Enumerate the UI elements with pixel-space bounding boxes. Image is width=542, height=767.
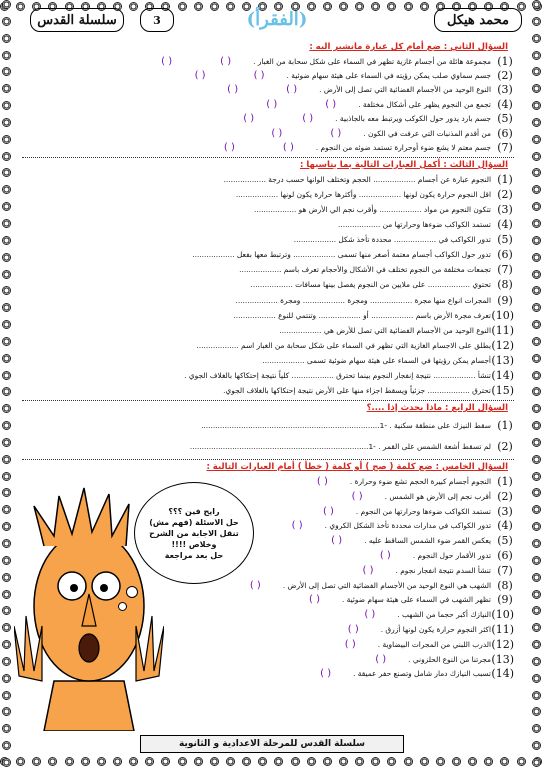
section-divider <box>22 459 514 460</box>
bubble-line: وخلاص !!!! <box>171 539 217 549</box>
question-text: يعكس القمر ضوء الشمس الساقط عليه . <box>364 536 491 546</box>
section-3 <box>22 160 514 398</box>
question-number: (5) <box>497 233 513 247</box>
logo: (الفقرأ) <box>246 9 308 30</box>
question-text: تظهر الشهب في السماء على هيئة سهام ضوئية . <box>341 595 491 605</box>
answer-blank[interactable]: ( ) <box>227 84 239 96</box>
bubble-line: تنقل الاجابة من الشرح <box>149 528 239 538</box>
answer-blank[interactable]: ( ) <box>286 84 298 96</box>
question-number: (2) <box>497 489 513 503</box>
page-number: 3 <box>140 8 174 32</box>
answer-blank[interactable]: ( ) <box>375 653 387 665</box>
question-number: (7) <box>497 141 513 155</box>
question-row <box>22 217 514 232</box>
question-row <box>22 97 514 111</box>
answer-blank[interactable]: ( ) <box>243 113 255 125</box>
footer-banner: سلسلة القدس للمرحلة الاعدادية و الثانوية <box>140 735 404 753</box>
question-number: (12) <box>491 338 514 352</box>
question-row <box>22 172 514 187</box>
answer-blank[interactable]: ( ) <box>249 579 261 591</box>
question-text: النوع الوحيد من الأجسام الفضائية التي تصل إلى الأرض . <box>319 85 491 95</box>
film-border-right <box>530 0 542 767</box>
question-number: (12) <box>491 637 514 651</box>
question-number: (14) <box>491 667 514 681</box>
question-text: تدور الكواكب في مدارات محددة تأخذ الشكل الكروي . <box>324 521 491 531</box>
cartoon-scene <box>14 476 264 731</box>
question-number: (9) <box>497 293 513 307</box>
question-row <box>22 308 514 323</box>
question-number: (4) <box>497 519 513 533</box>
answer-blank[interactable]: ( ) <box>347 624 359 635</box>
answer-blank[interactable]: ( ) <box>351 490 363 502</box>
answer-blank[interactable]: ( ) <box>161 55 173 67</box>
bubble-line: رايح فين ؟؟؟ <box>168 506 220 516</box>
answer-blank[interactable]: ( ) <box>344 638 356 650</box>
question-text: تدور الأقمار حول النجوم . <box>412 551 491 561</box>
answer-blank[interactable]: ( ) <box>302 113 314 125</box>
question-number: (1) <box>497 475 513 489</box>
question-number: (13) <box>491 353 514 367</box>
question-text: لم تسقط أشعة الشمس على القمر . -1............................................................................ <box>189 442 491 452</box>
question-number: (8) <box>497 578 513 592</box>
question-text: تدور الكواكب في .................. محددة تأخذ شكل .................. <box>293 235 491 245</box>
question-number: (13) <box>491 652 514 666</box>
answer-blank[interactable]: ( ) <box>282 142 294 154</box>
question-text: يطلق على الاجسام الغازية التي تظهر في السماء على شكل سحابة من الغبار اسم .................. <box>196 340 491 350</box>
question-text: تستمد الكواكب ضوءها وحرارتها من النجوم . <box>355 506 491 516</box>
question-text: سقط النيزك على منطقة سكنية . -1............................................................................ <box>201 421 491 431</box>
question-number: (14) <box>491 369 514 382</box>
question-row <box>22 353 514 368</box>
question-number: (10) <box>491 308 514 322</box>
film-border-left <box>0 0 12 767</box>
question-row <box>22 83 514 97</box>
answer-blank[interactable]: ( ) <box>316 476 328 488</box>
question-text: اقل النجوم حرارة يكون لونها .................. وأكثرها حرارة يكون لونها .................. <box>235 189 491 199</box>
question-row <box>22 187 514 202</box>
question-number: (10) <box>491 608 514 622</box>
question-text: تحتوي .................. على ملايين من النجوم يفصل بينها مسافات .................. <box>250 280 491 290</box>
question-row <box>22 383 514 398</box>
answer-blank[interactable]: ( ) <box>379 550 391 562</box>
answer-blank[interactable]: ( ) <box>271 127 283 139</box>
question-text: أجسام يمكن رؤيتها في السماء على هيئة سهام ضوئية تسمى .................. <box>262 355 491 365</box>
film-border-bottom <box>0 755 542 767</box>
question-row <box>22 140 514 154</box>
question-text: اكثر النجوم حرارة يكون لونها أزرق . <box>380 625 491 634</box>
question-row <box>22 232 514 247</box>
question-text: تسبب النيازك دمار شامل وتصنع حفر عميقة . <box>353 669 491 679</box>
section-2-title: السؤال الثاني : ضع أمام كل عبارة مانشير اليه : <box>309 42 508 52</box>
bubble-line: حل بعد مراجعة <box>164 550 224 560</box>
question-text: مجموعة هائلة من أجسام غازية تظهر في السماء على شكل سحابة من الغبار . <box>253 56 491 66</box>
answer-blank[interactable]: ( ) <box>309 594 320 606</box>
thought-bubble <box>134 482 254 584</box>
thought-dot <box>126 586 138 598</box>
question-number: (9) <box>497 593 513 607</box>
question-number: (2) <box>497 440 513 454</box>
section-4-title: السؤال الرابع : ماذا يحدث إذا ....؟ <box>366 403 508 414</box>
question-text: النيازك أكبر حجما من الشهب . <box>397 610 491 620</box>
question-row <box>22 338 514 353</box>
question-number: (7) <box>497 263 513 277</box>
question-number: (3) <box>497 202 513 216</box>
section-5-title: السؤال الخامس : ضع كلمة ( صح ) أو كلمة ( خطأ ) أمام العبارات التالية : <box>206 462 508 473</box>
question-text: مجرتنا من النوع الحلزوني . <box>408 654 491 664</box>
question-row <box>22 247 514 262</box>
question-text: الدرب اللبني من المجرات البيضاوية . <box>377 639 491 649</box>
question-row <box>22 323 514 338</box>
question-number: (5) <box>497 534 513 548</box>
question-number: (4) <box>497 218 513 232</box>
question-text: تدور حول الكواكب أجسام معتمة أصغر منها تسمى .................. وترتبط معها بفعل .................. <box>192 250 491 260</box>
section-divider <box>22 400 514 401</box>
bubble-line: حل الاسئلة (فهم مش) <box>149 517 239 527</box>
question-number: (1) <box>497 172 513 186</box>
answer-blank[interactable]: ( ) <box>331 535 343 547</box>
answer-blank[interactable]: ( ) <box>266 98 278 110</box>
answer-blank[interactable]: ( ) <box>330 127 342 139</box>
answer-blank[interactable]: ( ) <box>320 668 332 680</box>
question-row <box>22 112 514 126</box>
question-number: (1) <box>497 54 513 68</box>
question-row <box>22 436 514 457</box>
question-text: تنشأ السدم نتيجة انفجار نجوم . <box>395 565 491 575</box>
author-name: محمد هيكل <box>434 8 522 32</box>
question-row <box>22 54 514 68</box>
question-text: تنشأ .................. نتيجة إنفجار النجوم بينما تحترق .................. كلياً نتيجة إحتكاكها بالغلاف الجوي . <box>184 371 491 380</box>
question-row <box>22 68 514 82</box>
question-row <box>22 202 514 217</box>
thought-dot <box>118 602 127 611</box>
question-text: تستمد الكواكب ضوءها وحرارتها من .................. <box>338 220 491 230</box>
question-number: (2) <box>497 69 513 83</box>
question-text: النجوم عبارة عن أجسام .................. الحجم وتختلف الوانها حسب درجة .................. <box>223 174 491 184</box>
question-number: (8) <box>497 278 513 292</box>
question-number: (11) <box>491 623 514 636</box>
question-number: (6) <box>497 126 513 140</box>
answer-blank[interactable]: ( ) <box>220 55 232 67</box>
question-number: (5) <box>497 112 513 126</box>
question-text: جسم سماوي صلب يمكن رؤيته في السماء على هيئة سهام ضوئية . <box>286 71 491 81</box>
section-3-title: السؤال الثالث : أكمل العبارات التالية بما يناسبها : <box>299 159 508 170</box>
question-number: (3) <box>497 504 513 518</box>
question-text: تجمعات مختلفة من النجوم تختلف في الأشكال والأحجام تعرف باسم .................. <box>239 265 491 275</box>
page-header <box>22 8 522 34</box>
question-row <box>22 292 514 307</box>
question-number: (15) <box>491 384 514 398</box>
question-number: (6) <box>497 248 513 262</box>
question-row <box>22 277 514 292</box>
question-number: (2) <box>497 187 513 201</box>
answer-blank[interactable]: ( ) <box>291 520 303 532</box>
answer-blank[interactable]: ( ) <box>322 505 334 517</box>
question-row <box>22 368 514 383</box>
question-text: المجرات انواع منها مجرة .................. ومجرة .................. ومجرة .................. <box>235 295 491 305</box>
question-row <box>22 262 514 277</box>
question-text: من أقدم المذنبات التي عرفت في الكون . <box>363 128 491 138</box>
question-text: تتكون النجوم من مواد .................. وأقرب نجم الي الأرض هو .................. <box>254 204 491 214</box>
question-number: (7) <box>497 563 513 577</box>
answer-blank[interactable]: ( ) <box>325 98 337 110</box>
answer-blank[interactable]: ( ) <box>253 70 265 82</box>
question-number: (3) <box>497 83 513 97</box>
section-divider <box>22 157 514 158</box>
question-text: جسم بارد يدور حول الكوكب ويرتبط معه بالجاذبية . <box>335 114 491 124</box>
question-text: النجوم أجسام كبيرة الحجم تشع ضوء وحرارة . <box>349 477 491 487</box>
answer-blank[interactable]: ( ) <box>364 609 376 621</box>
question-row <box>22 126 514 140</box>
question-number: (4) <box>497 97 513 111</box>
question-text: تجمع من النجوم يظهر على أشكال مختلفة . <box>358 99 491 109</box>
question-number: (1) <box>497 419 513 433</box>
question-text: الشهب هي النوع الوحيد من الأجسام الفضائية التي تصل إلى الأرض . <box>282 580 491 590</box>
question-text: أقرب نجم إلى الأرض هو الشمس . <box>384 491 491 501</box>
section-2 <box>22 42 514 155</box>
answer-blank[interactable]: ( ) <box>362 564 374 576</box>
answer-blank[interactable]: ( ) <box>223 142 235 154</box>
series-title: سلسلة القدس <box>30 8 124 32</box>
section-4 <box>22 403 514 457</box>
question-text: النوع الوحيد من الأجسام الفضائية التي تصل للأرض هي .................. <box>279 325 491 335</box>
answer-blank[interactable]: ( ) <box>194 70 206 82</box>
question-text: تحترق .................. جزئياً ويسقط اجزاء منها على الأرض نتيجة إحتكاكها بالغلاف الجوي. <box>223 386 491 396</box>
question-number: (11) <box>491 323 514 337</box>
question-number: (6) <box>497 549 513 563</box>
question-row <box>22 415 514 436</box>
question-text: تعرف مجرة الأرض باسم .................. أو .................. وتنتمي للنوع .................. <box>233 310 491 320</box>
question-text: جسم معتم لا يشع ضوء أوحرارة تستمد ضوئه من النجوم . <box>315 143 491 153</box>
